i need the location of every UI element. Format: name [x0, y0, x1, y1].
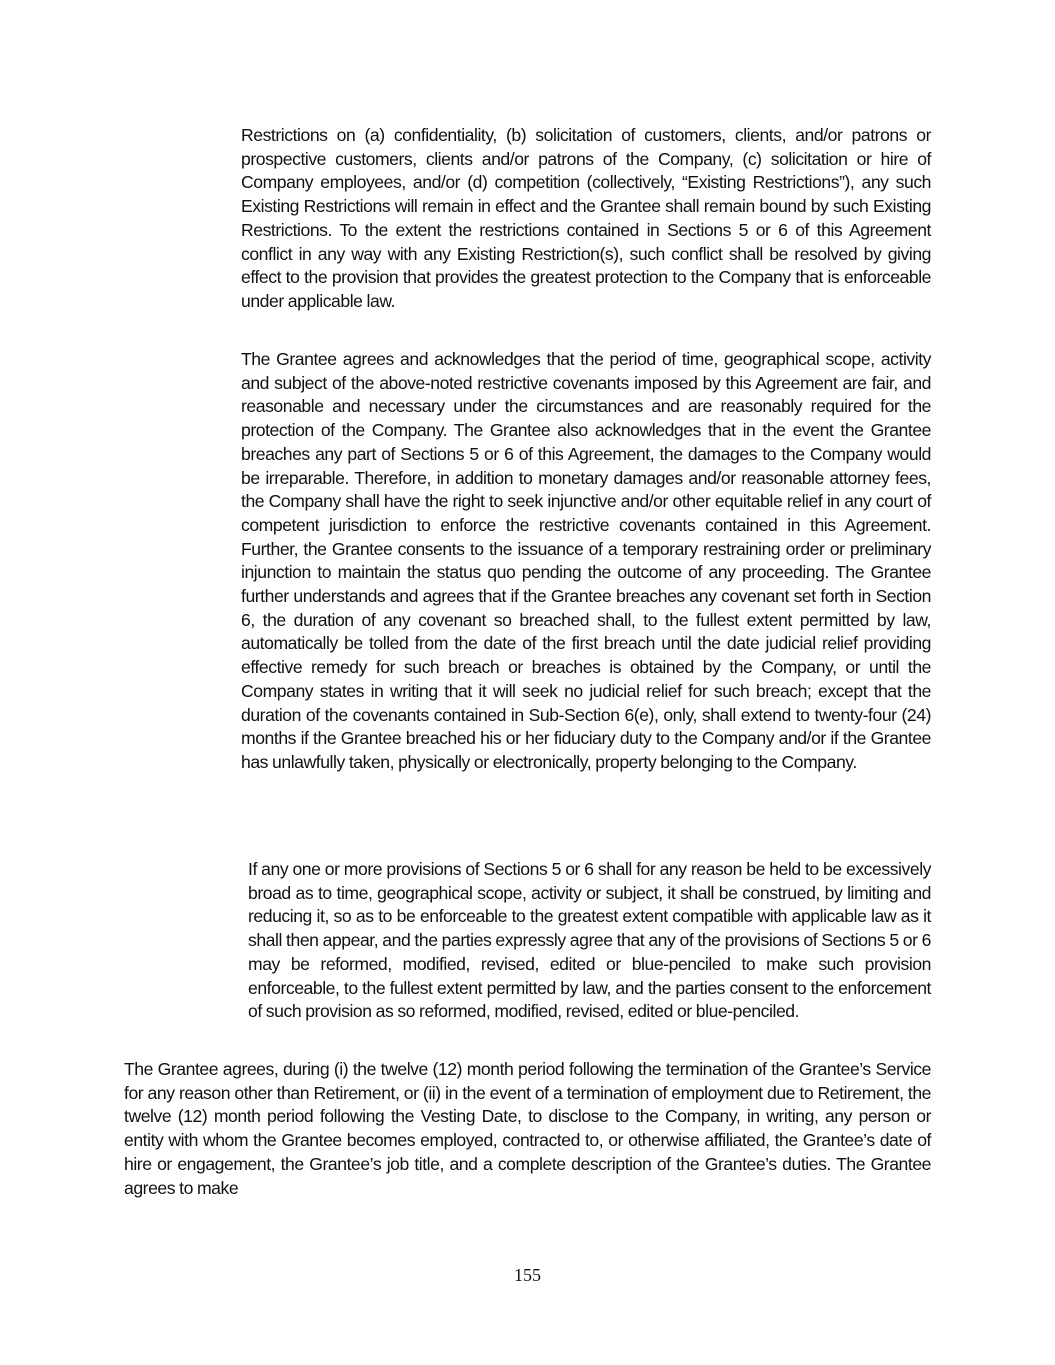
paragraph-acknowledgement-remedies: The Grantee agrees and acknowledges that the period of time, geographical scope, activity and subject of the above-noted restrictive covenants imposed by this Agreement are fair, and reasonable and necessary under the circumstances and are reasonably required for the protection of the Company. The Grantee also acknowledges that in the event the Grantee breaches any part of Sections 5 or 6 of this Agreement, the damages to the Company would be irreparable. Therefore, in addition to monetary damages and/or reasonable attorney fees, the Company shall have the right to seek injunctive and/or other equitable relief in any court of competent jurisdiction to enforce the restrictive covenants contained in this Agreement. Further, the Grantee consents to the issuance of a temporary restraining order or preliminary injunction to maintain the status quo pending the outcome of any proceeding. The Grantee further understands and agrees that if the Grantee breaches any covenant set forth in Section 6, the duration of any covenant so breached shall, to the fullest extent permitted by law, automatically be tolled from the date of the first breach until the date judicial relief providing effective remedy for such breach or breaches is obtained by the Company, or until the Company states in writing that it will seek no judicial relief for such breach; except that the duration of the covenants contained in Sub-Section 6(e), only, shall extend to twenty-four (24) months if the Grantee breached his or her fiduciary duty to the Company and/or if the Grantee has unlawfully taken, physically or electronically, property belonging to the Company.	[241, 349, 931, 772]
paragraph-existing-restrictions: Restrictions on (a) confidentiality, (b) solicitation of customers, clients, and/or patrons or prospective customers, clients and/or patrons of the Company, (c) solicitation or hire of Company employees, and/or (d) competition (collectively, “Existing Restrictions”), any such Existing Restrictions will remain in effect and the Grantee shall remain bound by such Existing Restrictions. To the extent the restrictions contained in Sections 5 or 6 of this Agreement conflict in any way with any Existing Restriction(s), such conflict shall be resolved by giving effect to the provision that provides the greatest protection to the Company that is enforceable under applicable law.	[241, 125, 931, 311]
paragraph-disclosure-obligation: The Grantee agrees, during (i) the twelve (12) month period following the termination of the Grantee’s Service for any reason other than Retirement, or (ii) in the event of a termination of employment due to Retirement, the twelve (12) month period following the Vesting Date, to disclose to the Company, in writing, any person or entity with whom the Grantee becomes employed, contracted to, or otherwise affiliated, the Grantee’s date of hire or engagement, the Grantee’s job title, and a complete description of the Grantee’s duties. The Grantee agrees to make	[124, 1059, 931, 1198]
page-number: 155	[514, 1265, 541, 1285]
paragraph-severability-reformation: If any one or more provisions of Sections 5 or 6 shall for any reason be held to be excessively broad as to time, geographical scope, activity or subject, it shall be construed, by limiting and reducing it, so as to be enforceable to the greatest extent compatible with applicable law as it shall then appear, and the parties expressly agree that any of the provisions of Sections 5 or 6 may be reformed, modified, revised, edited or blue-penciled to make such provision enforceable, to the fullest extent permitted by law, and the parties consent to the enforcement of such provision as so reformed, modified, revised, edited or blue-penciled.	[248, 859, 931, 1022]
